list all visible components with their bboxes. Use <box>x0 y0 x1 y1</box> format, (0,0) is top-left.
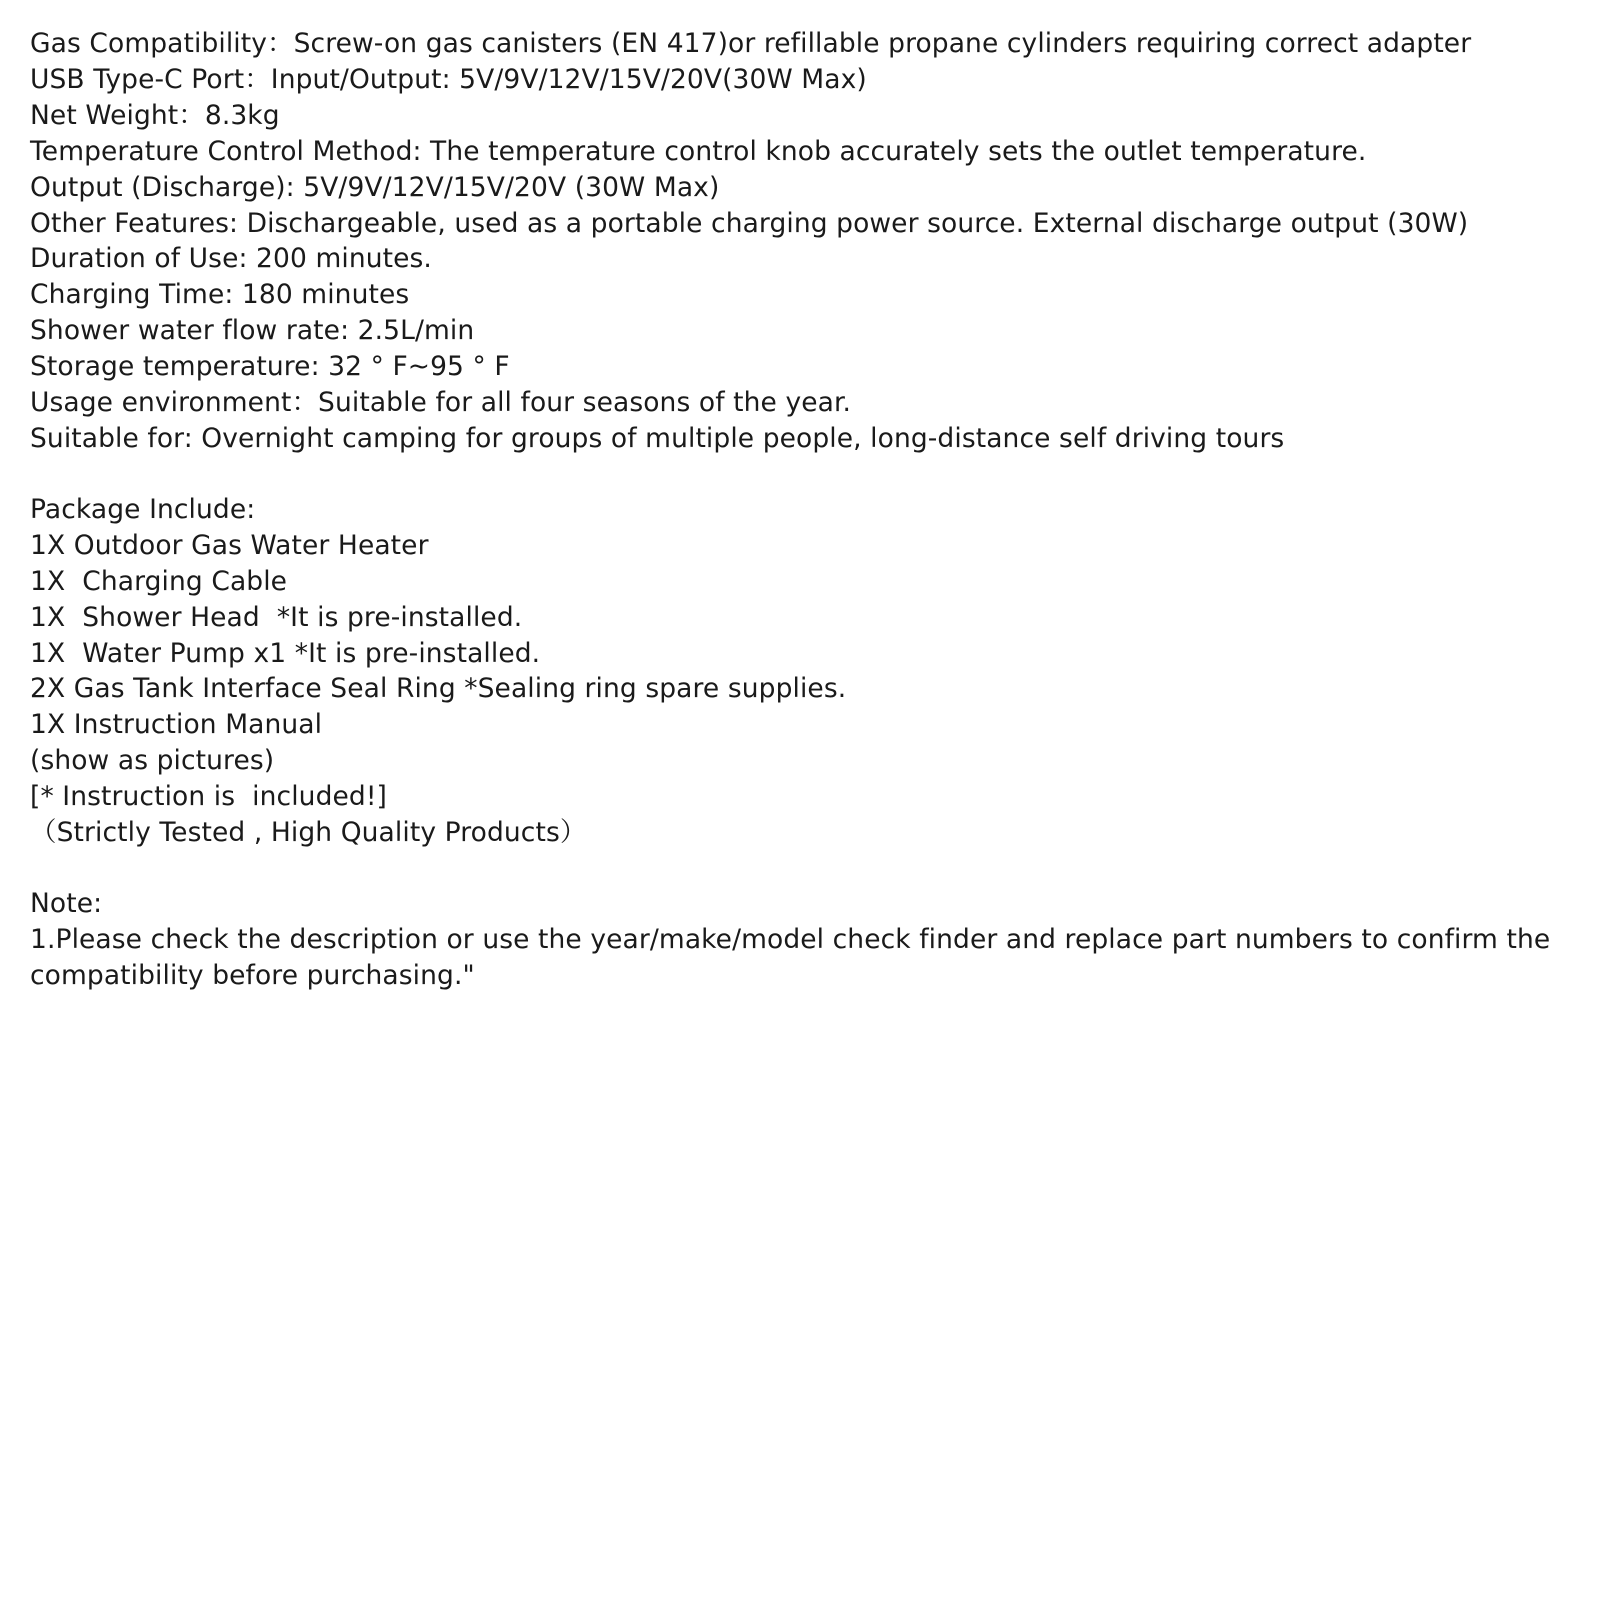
note-item: 1.Please check the description or use the year/make/model check finder and replace part numbers to confirm the compatibility before purchasing." <box>30 923 1559 991</box>
package-item: 1X Instruction Manual <box>30 709 323 741</box>
spec-line: Output (Discharge): 5V/9V/12V/15V/20V (30W Max) <box>30 171 720 203</box>
spec-line: Temperature Control Method: The temperature control knob accurately sets the outlet temperature. <box>30 135 1367 167</box>
note-heading: Note: <box>30 887 103 919</box>
package-item: 1X Charging Cable <box>30 565 288 597</box>
spec-line: Usage environment：Suitable for all four seasons of the year. <box>30 387 852 419</box>
spacer <box>30 457 1570 492</box>
spacer <box>30 851 1570 886</box>
spec-line: Suitable for: Overnight camping for groups of multiple people, long-distance self driving tours <box>30 422 1285 454</box>
package-item: (show as pictures) <box>30 745 275 777</box>
spec-line: Other Features: Dischargeable, used as a portable charging power source. External discharge output (30W) <box>30 207 1469 239</box>
package-item: 2X Gas Tank Interface Seal Ring *Sealing ring spare supplies. <box>30 673 847 705</box>
package-item: [* Instruction is included!] <box>30 781 387 813</box>
package-item: 1X Shower Head *It is pre-installed. <box>30 601 523 633</box>
spec-line: Gas Compatibility：Screw-on gas canisters (EN 417)or refillable propane cylinders requiring correct adapter <box>30 28 1472 59</box>
spec-line: Charging Time: 180 minutes <box>30 279 410 311</box>
product-description <box>30 26 1570 994</box>
spec-line: USB Type-C Port：Input/Output: 5V/9V/12V/15V/20V(30W Max) <box>30 63 867 95</box>
package-item: （Strictly Tested , High Quality Products） <box>30 817 587 849</box>
package-item: 1X Outdoor Gas Water Heater <box>30 529 429 561</box>
spec-line: Shower water flow rate: 2.5L/min <box>30 315 475 347</box>
spec-line: Storage temperature: 32 ° F~95 ° F <box>30 351 510 383</box>
spec-line: Duration of Use: 200 minutes. <box>30 243 432 275</box>
spec-line: Net Weight：8.3kg <box>30 99 280 131</box>
package-item: 1X Water Pump x1 *It is pre-installed. <box>30 637 541 669</box>
package-heading: Package Include: <box>30 493 256 525</box>
